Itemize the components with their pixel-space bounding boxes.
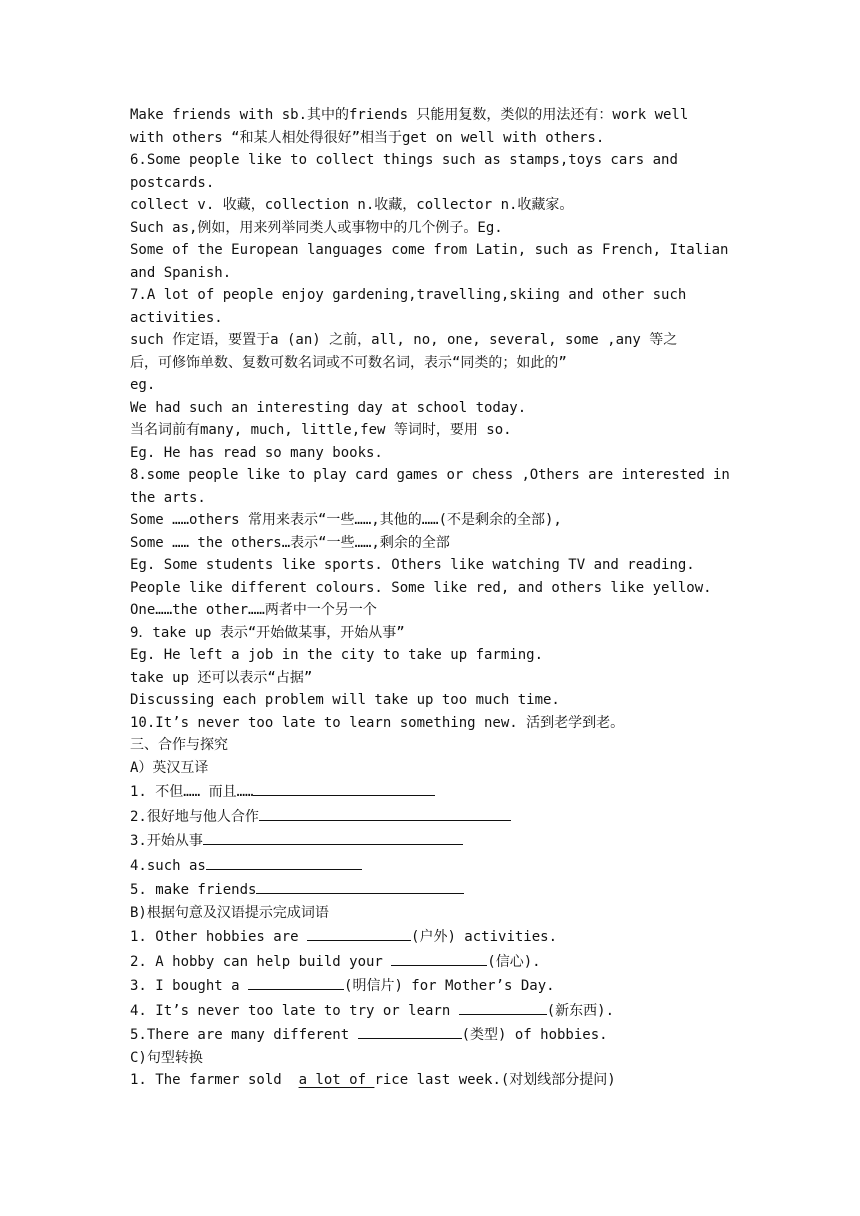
text-line: eg. (130, 377, 156, 393)
text-line: 9．take up 表示“开始做某事，开始从事” (130, 624, 405, 641)
notes-body (130, 104, 730, 779)
text-line: Some ……others 常用来表示“一些……,其他的……(不是剩余的全部), (130, 512, 562, 528)
text-line: 8.some people like to play card games or chess ,Others are interested in (130, 467, 730, 483)
fill-list (130, 924, 730, 1047)
fill-item: 3. I bought a (明信片) for Mother’s Day. (130, 973, 730, 998)
text-line: activities. (130, 309, 223, 326)
text-line: One……the other……两者中一个另一个 (130, 602, 377, 618)
transform-item: 1. The farmer sold a lot of rice last week.(对划线部分提问) (130, 1072, 616, 1088)
fill-item: 2. A hobby can help build your (信心). (130, 949, 730, 974)
text-line: 6.Some people like to collect things such as stamps,toys cars and (130, 152, 678, 168)
translate-item: 4.such as (130, 853, 730, 878)
text-line: 三、合作与探究 (130, 737, 228, 753)
answer-blank (358, 1022, 462, 1039)
translate-item: 3.开始从事 (130, 828, 730, 853)
text-line: collect v. 收藏，collection n.收藏，collector n.收藏家。 (130, 197, 574, 213)
answer-blank (459, 998, 547, 1015)
answer-blank (256, 877, 464, 894)
answer-blank (391, 949, 487, 966)
text-line: and Spanish. (130, 264, 232, 281)
text-line: Make friends with sb.其中的friends 只能用复数，类似的用法还有：work well (130, 107, 689, 123)
answer-blank (253, 779, 435, 796)
text-line: take up 还可以表示“占据” (130, 669, 313, 686)
text-line: the arts. (130, 489, 206, 506)
text-line: postcards. (130, 174, 215, 191)
fill-item: 1. Other hobbies are (户外) activities. (130, 924, 730, 949)
text-line: Eg. He has read so many books. (130, 444, 383, 461)
section-b-title: B)根据句意及汉语提示完成词语 (130, 904, 329, 921)
answer-blank (248, 973, 344, 990)
document-page (130, 104, 730, 1092)
answer-blank (259, 804, 511, 821)
text-line: Eg. He left a job in the city to take up farming. (130, 647, 544, 663)
answer-blank (307, 924, 411, 941)
translate-item: 5. make friends (130, 877, 730, 902)
answer-blank (206, 853, 362, 870)
underlined-phrase: a lot of (298, 1072, 375, 1088)
text-line: We had such an interesting day at school today. (130, 399, 527, 416)
text-line: Some …… the others…表示“一些……,剩余的全部 (130, 534, 450, 551)
text-line: Such as,例如，用来列举同类人或事物中的几个例子。Eg. (130, 219, 503, 236)
text-line: 7.A lot of people enjoy gardening,travelling,skiing and other such (130, 287, 687, 303)
translate-item: 1. 不但…… 而且…… (130, 779, 730, 804)
text-line: People like different colours. Some like red, and others like yellow. (130, 579, 712, 596)
text-line: A）英汉互译 (130, 759, 209, 776)
text-line: with others “和某人相处得很好”相当于get on well with others. (130, 129, 605, 146)
fill-item: 4. It’s never too late to try or learn (新东西). (130, 998, 730, 1023)
text-line: 后，可修饰单数、复数可数名词或不可数名词，表示“同类的；如此的” (130, 354, 567, 371)
text-line: 10.It’s never too late to learn something new. 活到老学到老。 (130, 714, 625, 731)
text-line: Some of the European languages come from Latin, such as French, Italian (130, 242, 729, 258)
translate-list (130, 779, 730, 902)
text-line: Eg. Some students like sports. Others like watching TV and reading. (130, 557, 695, 573)
text-line: Discussing each problem will take up too much time. (130, 692, 560, 708)
text-line: such 作定语，要置于a (an) 之前，all, no, one, several, some ,any 等之 (130, 332, 678, 348)
text-line: 当名词前有many, much, little,few 等词时，要用 so. (130, 422, 512, 438)
answer-blank (203, 828, 463, 845)
fill-item: 5.There are many different (类型) of hobbies. (130, 1022, 730, 1047)
translate-item: 2.很好地与他人合作 (130, 804, 730, 829)
section-c-title: C)句型转换 (130, 1049, 203, 1066)
